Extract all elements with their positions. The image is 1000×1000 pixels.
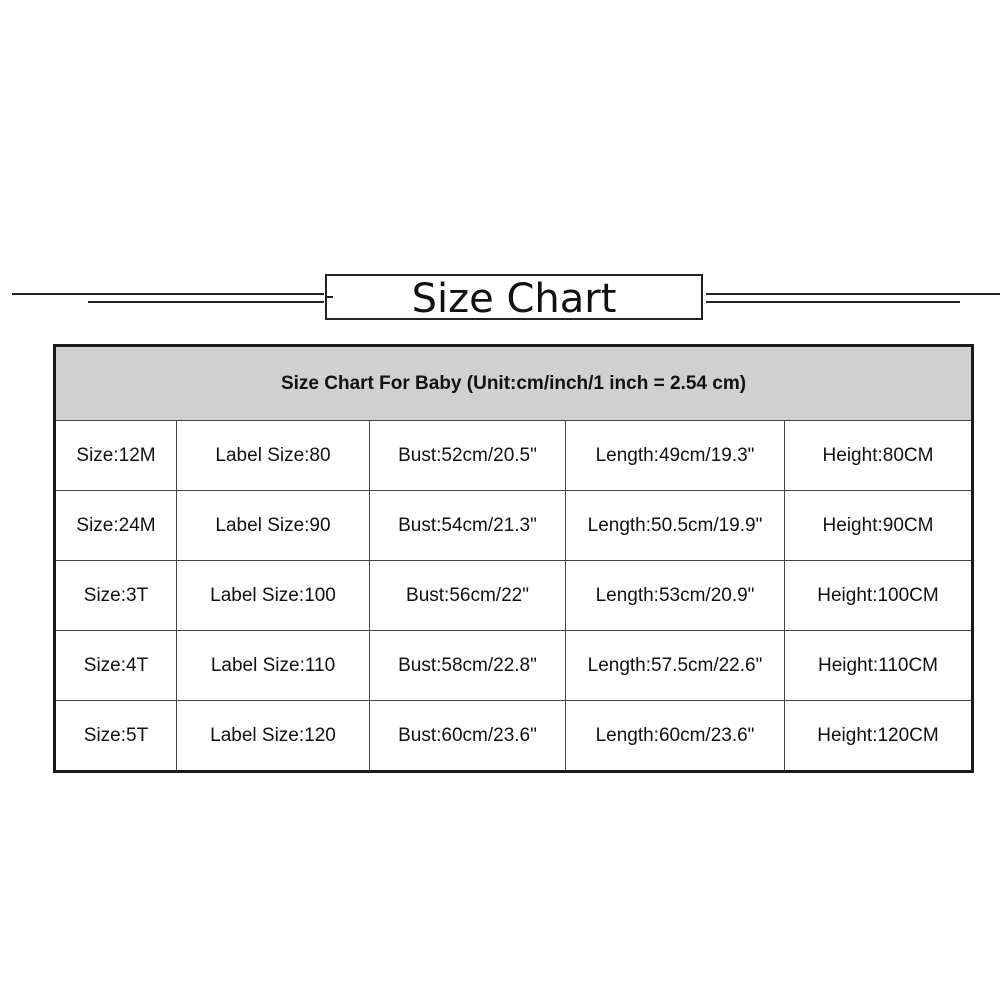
bust-cell: Bust:56cm/22" — [370, 561, 566, 630]
label-size-cell: Label Size:80 — [177, 421, 370, 490]
bust-cell: Bust:54cm/21.3" — [370, 491, 566, 560]
table-row — [56, 491, 971, 561]
banner-line-right-bottom — [706, 301, 960, 303]
length-cell: Length:50.5cm/19.9" — [566, 491, 785, 560]
banner-line-left-top — [12, 293, 324, 295]
length-cell: Length:60cm/23.6" — [566, 701, 785, 770]
label-size-cell: Label Size:110 — [177, 631, 370, 700]
size-table — [53, 344, 974, 773]
size-cell: Size:12M — [56, 421, 177, 490]
bust-cell: Bust:52cm/20.5" — [370, 421, 566, 490]
table-body — [56, 421, 971, 770]
height-cell: Height:90CM — [822, 514, 934, 536]
table-row — [56, 561, 971, 631]
size-cell: Size:4T — [56, 631, 177, 700]
size-cell: Size:3T — [56, 561, 177, 630]
height-cell: Height:80CM — [822, 444, 934, 466]
label-size-cell: Label Size:90 — [177, 491, 370, 560]
table-row — [56, 701, 971, 770]
page-title: Size Chart — [411, 276, 617, 322]
banner-line-left-bottom — [88, 301, 324, 303]
height-cell: Height:120CM — [817, 724, 939, 746]
table-header: Size Chart For Baby (Unit:cm/inch/1 inch = 2.54 cm) — [56, 347, 971, 421]
size-cell: Size:5T — [56, 701, 177, 770]
banner-line-right-top — [706, 293, 1000, 295]
size-cell: Size:24M — [56, 491, 177, 560]
bust-cell: Bust:58cm/22.8" — [370, 631, 566, 700]
label-size-cell: Label Size:100 — [177, 561, 370, 630]
length-cell: Length:57.5cm/22.6" — [566, 631, 785, 700]
bust-cell: Bust:60cm/23.6" — [370, 701, 566, 770]
length-cell: Length:53cm/20.9" — [566, 561, 785, 630]
length-cell: Length:49cm/19.3" — [566, 421, 785, 490]
table-row — [56, 421, 971, 491]
table-row — [56, 631, 971, 701]
height-cell: Height:110CM — [817, 654, 939, 676]
label-size-cell: Label Size:120 — [177, 701, 370, 770]
height-cell: Height:100CM — [817, 584, 939, 606]
